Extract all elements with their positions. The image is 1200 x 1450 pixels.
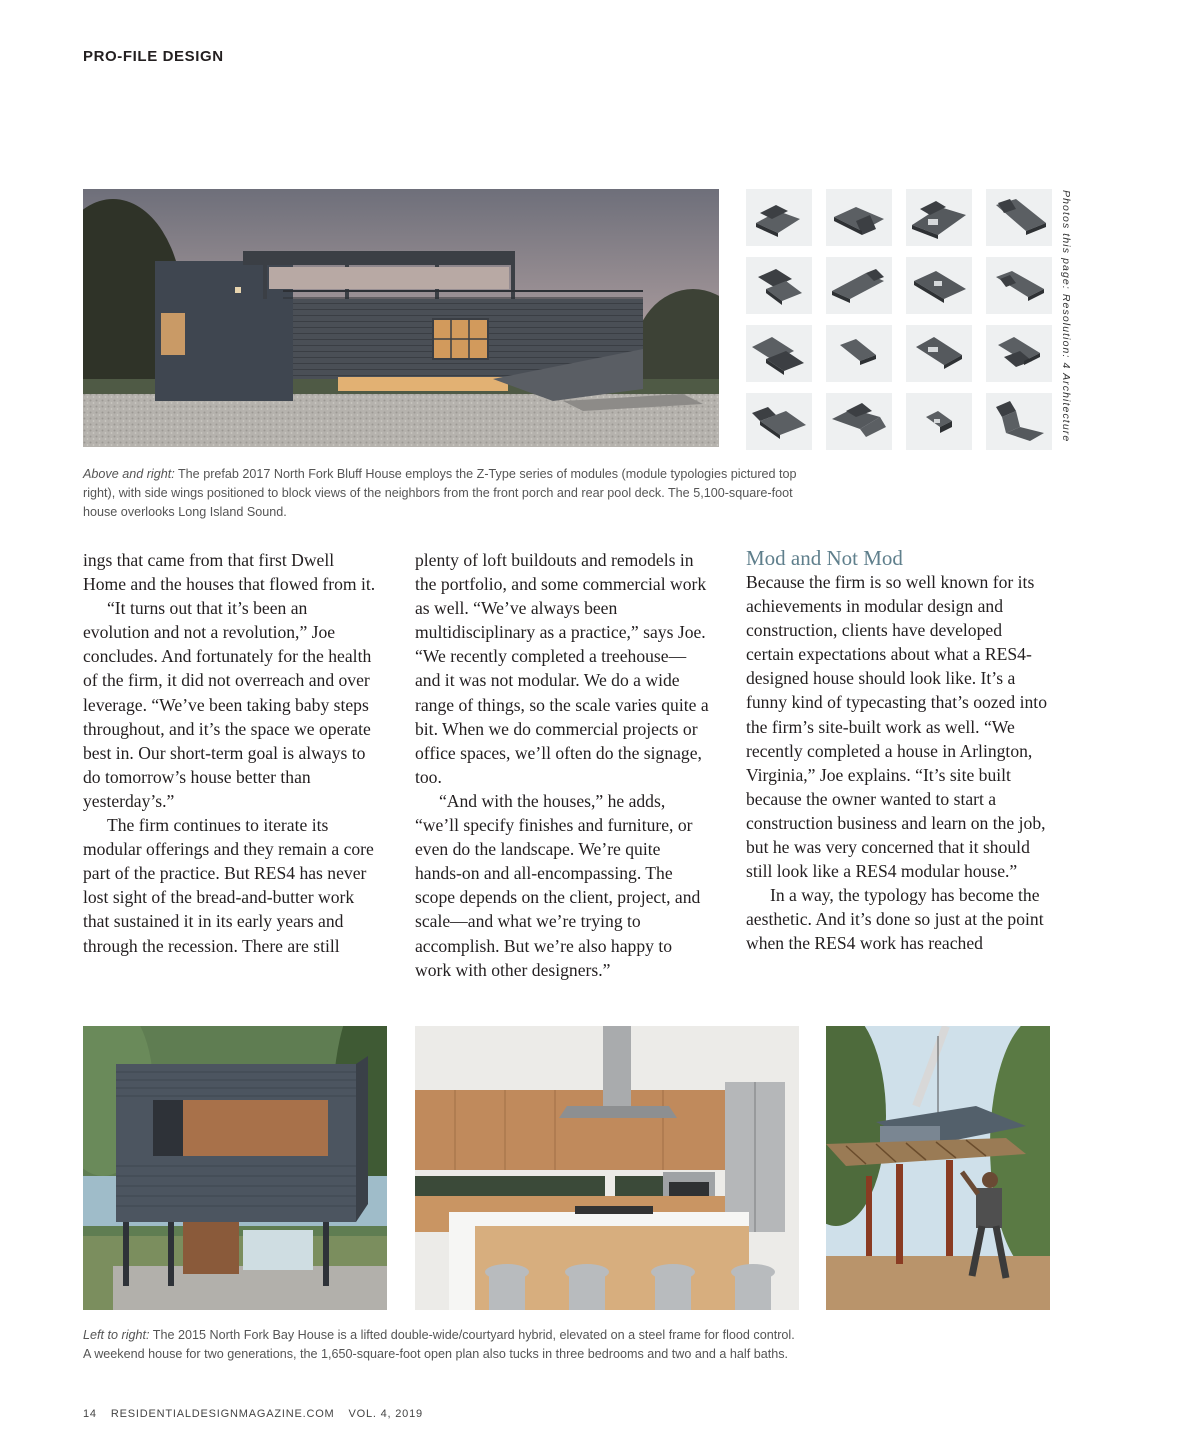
col3-paragraph-2: In a way, the typology has become the aesthetic. And it’s done so just at the point when the RES4 work has reached	[746, 885, 1044, 954]
bottom-caption-lead: Left to right:	[83, 1328, 150, 1342]
module-typology-grid	[746, 189, 1020, 449]
bottom-caption	[83, 1326, 1063, 1364]
top-caption-text-1: The prefab 2017 North Fork Bluff House employs the Z-Type series of modules (module typologies pictured top	[174, 467, 797, 481]
page-number: 14	[83, 1408, 97, 1420]
module-thumb-9	[746, 325, 812, 382]
col1-paragraph-3: The firm continues to iterate its modular offerings and they remain a core part of the practice. But RES4 has never lost sight of the bread-and-butter work that sustained it in its early years and through the recession. There are still	[83, 815, 374, 956]
magazine-website: RESIDENTIALDESIGNMAGAZINE.COM	[110, 1408, 335, 1420]
module-thumb-1	[746, 189, 812, 246]
subhead-mod-and-not-mod: Mod and Not Mod	[746, 546, 903, 570]
top-caption	[83, 465, 903, 522]
module-thumb-11	[906, 325, 972, 382]
col3-paragraph-1: Because the firm is so well known for its achievements in modular design and construction, clients have developed certain expectations about what a RES4-designed house should look like. It’s a funny kind of typecasting that’s oozed into the firm’s site-built work as well. “We recently completed a house in Arlington, Virginia,” Joe explains. “It’s site built because the owner wanted to start a construction business and learn on the job, but he was very concerned that it should still look like a RES4 modular house.”	[746, 572, 1047, 882]
module-thumb-5	[746, 257, 812, 314]
module-thumb-8	[986, 257, 1052, 314]
bottom-caption-line-2: A weekend house for two generations, the 1,650-square-foot open plan also tucks in three bedrooms and two and a half baths.	[83, 1347, 789, 1361]
module-thumb-6	[826, 257, 892, 314]
photo-crane-install	[826, 1026, 1050, 1310]
top-caption-line-2: right), with side wings positioned to block views of the neighbors from the front porch and rear pool deck. The 5,100-square-foot	[83, 486, 793, 500]
module-thumb-4	[986, 189, 1052, 246]
body-column-3	[746, 546, 1051, 956]
module-thumb-2	[826, 189, 892, 246]
module-thumb-3	[906, 189, 972, 246]
top-caption-line-1	[83, 465, 903, 484]
top-caption-line-3: house overlooks Long Island Sound.	[83, 505, 287, 519]
module-thumb-7	[906, 257, 972, 314]
bottom-caption-text-1: The 2015 North Fork Bay House is a lifted double-wide/courtyard hybrid, elevated on a steel frame for flood control.	[149, 1328, 795, 1342]
photo-bay-house	[83, 1026, 387, 1310]
module-thumb-15	[906, 393, 972, 450]
body-column-1	[83, 548, 378, 958]
photo-kitchen	[415, 1026, 799, 1310]
top-caption-lead: Above and right:	[83, 467, 175, 481]
col2-paragraph-1: plenty of loft buildouts and remodels in the portfolio, and some commercial work as well. “We’ve always been multidisciplinary as a practice,” says Joe. “We recently completed a treehouse—and it was not modular. We do a wide range of things, so the scale varies quite a bit. When we do commercial projects or office spaces, we’ll often do the signage, too.	[415, 550, 709, 787]
col2-paragraph-2: “And with the houses,” he adds, “we’ll specify finishes and furniture, or even do the landscape. We’re quite hands-on and all-encompassing. The scope depends on the client, project, and scale—and what we’re trying to accomplish. But we’re also happy to work with other designers.”	[415, 790, 701, 980]
col1-paragraph-2: “It turns out that it’s been an evolution and not a revolution,” Joe concludes. And fortunately for the health of the firm, it did not overreach and over leverage. “We’ve been taking baby steps throughout, and it’s the space we operate best in. Our short-term goal is always to do tomorrow’s house better than yesterday’s.”	[83, 598, 372, 811]
bottom-caption-line-1	[83, 1326, 1063, 1345]
module-thumb-16	[986, 393, 1052, 450]
col1-paragraph-1: ings that came from that first Dwell Home and the houses that flowed from it.	[83, 550, 376, 595]
module-thumb-14	[826, 393, 892, 450]
hero-photo-bluff-house	[83, 189, 719, 447]
module-thumb-12	[986, 325, 1052, 382]
issue-label: VOL. 4, 2019	[348, 1408, 423, 1420]
page-footer	[83, 1408, 437, 1420]
module-thumb-13	[746, 393, 812, 450]
body-column-2	[415, 548, 711, 982]
module-thumb-10	[826, 325, 892, 382]
photo-credit: Photos this page: Resolution: 4 Architecture	[1060, 190, 1072, 443]
section-header: PRO-FILE DESIGN	[83, 48, 224, 65]
